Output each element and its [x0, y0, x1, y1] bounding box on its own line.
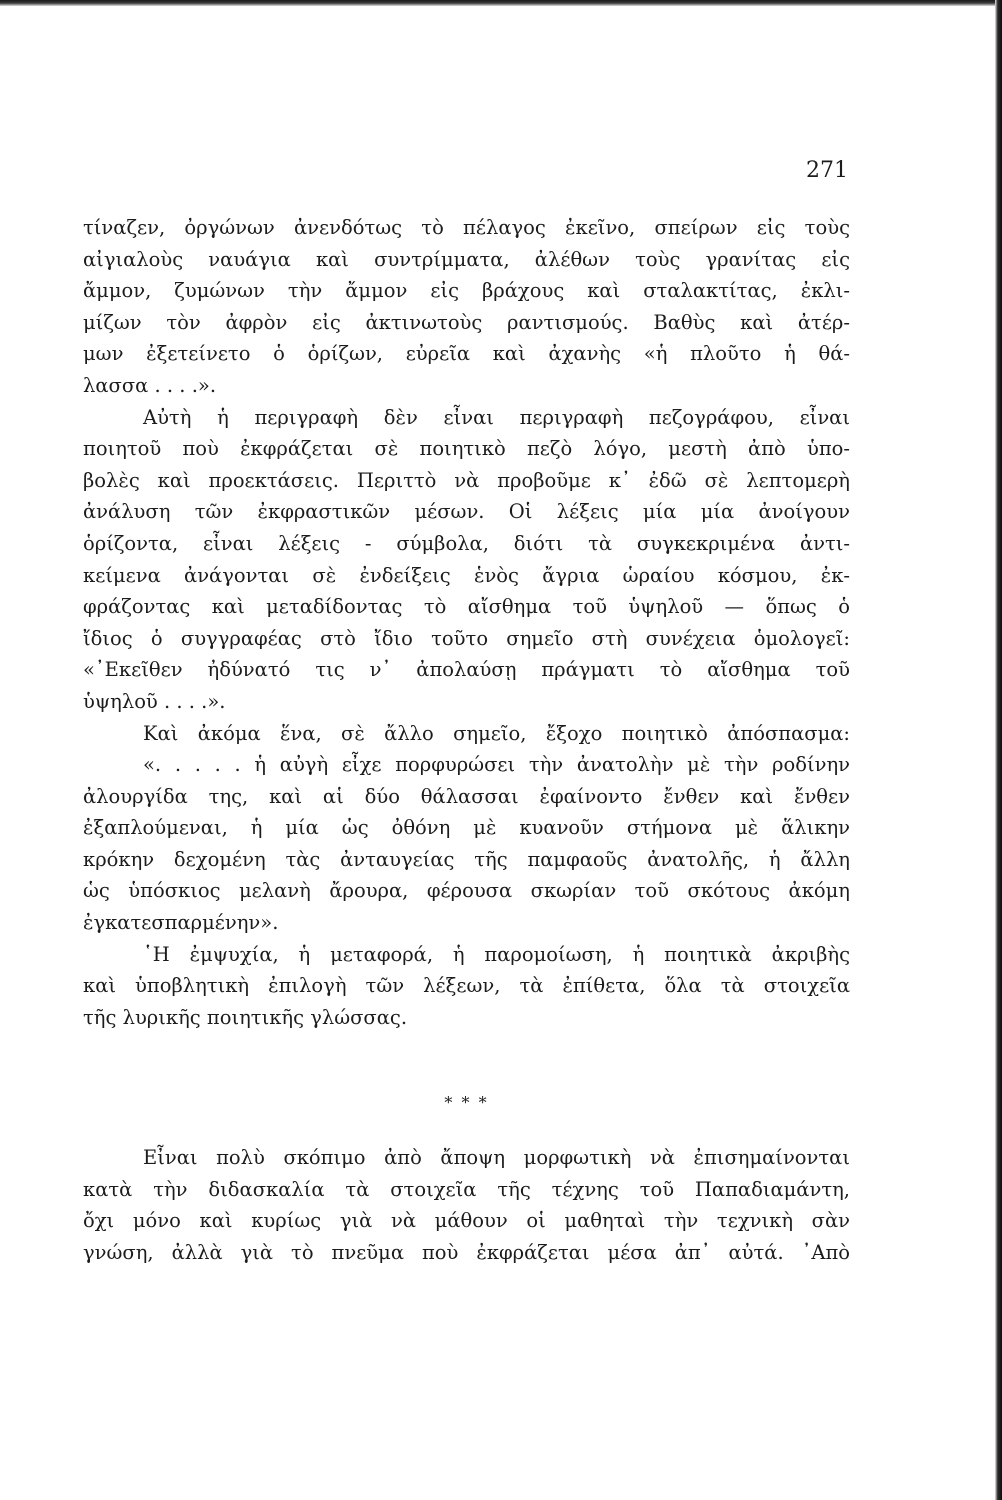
- body-text-bottom: [83, 1142, 850, 1268]
- text-line: ὑψηλοῦ . . . .».: [83, 689, 226, 713]
- text-line: μων ἐξετείνετο ὁ ὁρίζων, εὐρεῖα καὶ ἀχανὴς «ἡ πλοῦτο ἡ θά-: [83, 342, 850, 366]
- text-line: κρόκην δεχομένη τὰς ἀνταυγείας τῆς παμφαοῦς ἀνατολῆς, ἡ ἄλλη: [83, 847, 850, 871]
- text-line: Αὐτὴ ἡ περιγραφὴ δὲν εἶναι περιγραφὴ πεζογράφου, εἶναι: [143, 405, 850, 429]
- text-line: ποιητοῦ ποὺ ἐκφράζεται σὲ ποιητικὸ πεζὸ λόγο, μεστὴ ἀπὸ ὑπο-: [83, 437, 850, 461]
- text-line: μίζων τὸν ἀφρὸν εἰς ἀκτινωτοὺς ραντισμούς. Βαθὺς καὶ ἀτέρ-: [83, 310, 850, 334]
- section-separator: * * *: [444, 1093, 489, 1112]
- text-line: ἐξαπλούμεναι, ἡ μία ὡς ὀθόνη μὲ κυανοῦν στήμονα μὲ ἅλικην: [83, 816, 850, 840]
- text-line: τῆς λυρικῆς ποιητικῆς γλώσσας.: [83, 1005, 408, 1029]
- text-line: ἄμμον, ζυμώνων τὴν ἄμμον εἰς βράχους καὶ σταλακτίτας, ἐκλι-: [83, 279, 850, 303]
- text-line: «᾿Εκεῖθεν ἠδύνατό τις ν᾿ ἀπολαύσῃ πράγματι τὸ αἴσθημα τοῦ: [83, 658, 850, 682]
- text-line: «. . . . . ἡ αὐγὴ εἶχε πορφυρώσει τὴν ἀνατολὴν μὲ τὴν ροδίνην: [143, 753, 850, 777]
- text-line: ἐγκατεσπαρμένην».: [83, 911, 279, 935]
- page-number: 271: [806, 158, 848, 183]
- scan-right-edge: [995, 0, 1002, 1500]
- text-line: κείμενα ἀνάγονται σὲ ἐνδείξεις ἑνὸς ἄγρια ὡραίου κόσμου, ἐκ-: [83, 563, 850, 587]
- text-line: καὶ ὑποβλητικὴ ἐπιλογὴ τῶν λέξεων, τὰ ἐπίθετα, ὅλα τὰ στοιχεῖα: [83, 974, 850, 998]
- text-line: ἀνάλυση τῶν ἐκφραστικῶν μέσων. Οἱ λέξεις μία μία ἀνοίγουν: [83, 500, 850, 524]
- text-line: ὁρίζοντα, εἶναι λέξεις - σύμβολα, διότι τὰ συγκεκριμένα ἀντι-: [83, 531, 850, 555]
- text-line: ὄχι μόνο καὶ κυρίως γιὰ νὰ μάθουν οἱ μαθηταὶ τὴν τεχνικὴ σὰν: [83, 1209, 850, 1233]
- text-line: ἀλουργίδα της, καὶ αἱ δύο θάλασσαι ἐφαίνοντο ἔνθεν καὶ ἔνθεν: [83, 784, 850, 808]
- text-line: ὡς ὑπόσκιος μελανὴ ἄρουρα, φέρουσα σκωρίαν τοῦ σκότους ἀκόμη: [83, 879, 850, 903]
- text-line: Εἶναι πολὺ σκόπιμο ἀπὸ ἄποψη μορφωτικὴ νὰ ἐπισημαίνονται: [143, 1146, 850, 1169]
- text-line: φράζοντας καὶ μεταδίδοντας τὸ αἴσθημα τοῦ ὑψηλοῦ — ὅπως ὁ: [83, 595, 850, 619]
- text-line: γνώση, ἀλλὰ γιὰ τὸ πνεῦμα ποὺ ἐκφράζεται μέσα ἀπ᾿ αὐτά. ᾿Απὸ: [83, 1240, 850, 1264]
- text-line: κατὰ τὴν διδασκαλία τὰ στοιχεῖα τῆς τέχνης τοῦ Παπαδιαμάντη,: [83, 1177, 850, 1201]
- text-line: βολὲς καὶ προεκτάσεις. Περιττὸ νὰ προβοῦμε κ᾿ ἐδῶ σὲ λεπτομερὴ: [83, 468, 850, 492]
- text-line: ῾Η ἐμψυχία, ἡ μεταφορά, ἡ παρομοίωση, ἡ ποιητικὰ ἀκριβὴς: [143, 942, 850, 966]
- text-line: τίναζεν, ὀργώνων ἀνενδότως τὸ πέλαγος ἐκεῖνο, σπείρων εἰς τοὺς: [83, 216, 850, 239]
- text-line: αἰγιαλοὺς ναυάγια καὶ συντρίμματα, ἀλέθων τοὺς γρανίτας εἰς: [83, 247, 850, 271]
- scan-top-edge: [0, 0, 1002, 6]
- body-text-top: [83, 212, 850, 1033]
- text-line: ἴδιος ὁ συγγραφέας στὸ ἴδιο τοῦτο σημεῖο στὴ συνέχεια ὁμολογεῖ:: [83, 626, 850, 650]
- text-line: Καὶ ἀκόμα ἕνα, σὲ ἄλλο σημεῖο, ἔξοχο ποιητικὸ ἀπόσπασμα:: [143, 721, 850, 745]
- text-line: λασσα . . . .».: [83, 373, 217, 397]
